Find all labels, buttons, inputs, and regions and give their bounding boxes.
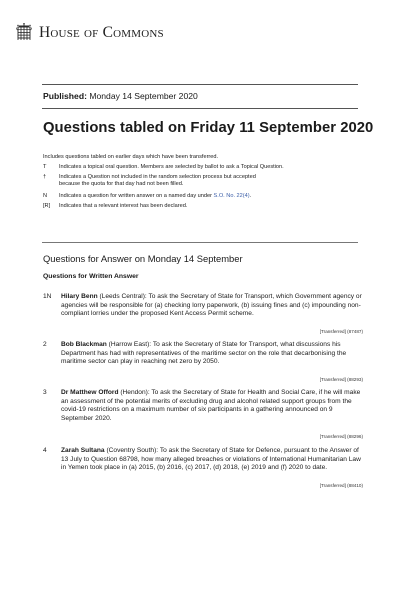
question-text: To ask the Secretary of State for Transport, what discussions his Department has had with representatives of the maritime sector on the role that decarbonising the maritime sector can play in reaching net zero by 2050.: [61, 341, 347, 366]
constituency: (Leeds Central):: [97, 293, 149, 300]
constituency: (Hendon):: [118, 389, 152, 396]
member-name: Zarah Sultana: [61, 447, 105, 454]
published-date: [43, 91, 198, 101]
question-body: [61, 389, 363, 424]
key-item: [43, 174, 363, 189]
constituency: (Coventry South):: [104, 447, 160, 454]
key-item: [43, 203, 363, 210]
question-text: To ask the Secretary of State for Health and Social Care, if he will make an assessment of the potential merits of excluding drug and alcohol related support groups from the covid-19 restrictions on a maximum number of six participants in a gathering announced on 9 September 2020.: [61, 389, 361, 423]
divider: [42, 108, 358, 109]
key-symbol: N: [43, 193, 48, 199]
question-body: [61, 293, 363, 319]
published-label: Published:: [43, 91, 87, 101]
subsection-title: Questions for Written Answer: [43, 273, 139, 280]
question-number: 1N: [43, 293, 52, 300]
question-item: [43, 447, 363, 499]
constituency: (Harrow East):: [106, 341, 153, 348]
portcullis-icon: [16, 23, 32, 43]
question-item: [43, 341, 363, 385]
key-text: Indicates a topical oral question. Members are selected by ballot to ask a Topical Question.: [59, 164, 284, 170]
question-reference: [Transferred] (88293): [319, 377, 363, 382]
question-item: [43, 389, 363, 441]
question-number: 4: [43, 447, 47, 454]
question-number: 3: [43, 389, 47, 396]
question-item: [43, 293, 363, 337]
key-symbol: †: [43, 174, 47, 180]
standing-order-link[interactable]: S.O. No. 22(4): [213, 193, 250, 199]
question-number: 2: [43, 341, 47, 348]
org-name: HOUSE OF COMMONS: [39, 24, 164, 41]
key-item: [43, 164, 363, 171]
question-reference: [Transferred] (88410): [319, 483, 363, 488]
section-title: Questions for Answer on Monday 14 September: [43, 253, 243, 264]
page-header: [16, 18, 164, 48]
page-title: Questions tabled on Friday 11 September 2020: [43, 120, 374, 136]
key-symbol: [R]: [43, 203, 51, 209]
divider: [42, 84, 358, 85]
divider: [42, 242, 358, 243]
key-symbol: T: [43, 164, 47, 170]
question-body: [61, 341, 363, 367]
intro-text: Includes questions tabled on earlier days which have been transferred.: [43, 154, 219, 160]
question-reference: [Transferred] (87487): [319, 329, 363, 334]
published-value: Monday 14 September 2020: [89, 91, 198, 101]
key-text: Indicates a question for written answer on a named day under S.O. No. 22(4).: [59, 193, 252, 199]
member-name: Hilary Benn: [61, 293, 98, 300]
key-text: Indicates a Question not included in the random selection process but accepted because the quota for that day had not been filled.: [59, 174, 256, 188]
member-name: Bob Blackman: [61, 341, 107, 348]
question-body: [61, 447, 363, 473]
member-name: Dr Matthew Offord: [61, 389, 119, 396]
question-text: To ask the Secretary of State for Defence, pursuant to the Answer of 13 July to Question 68798, how many alleged breaches or violations of International Humanitarian Law in Yemen took place in (a) 2015, (b) 2016, (c) 2017, (d) 2018, (e) 2019 and (f) 2020 to date.: [61, 447, 361, 472]
key-text: Indicates that a relevant interest has been declared.: [59, 203, 188, 209]
question-text: To ask the Secretary of State for Transport, which Government agency or agencies will be responsible for (a) checking lorry paperwork, (b) issuing fines and (c) impounding non-compliant lorries under the proposed Kent Access Permit scheme.: [61, 293, 362, 318]
question-reference: [Transferred] (88296): [319, 434, 363, 439]
key-item: [43, 193, 363, 200]
